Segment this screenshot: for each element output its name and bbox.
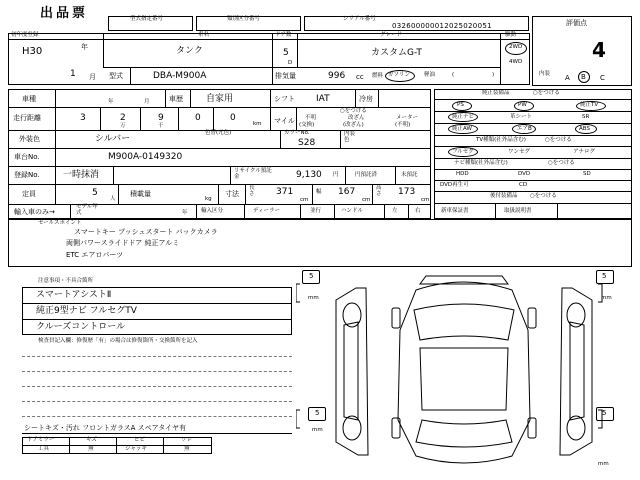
doors-value: 5	[283, 48, 289, 58]
drive-4wd: 4WD	[509, 59, 523, 65]
sales-point-line: スマートキー プッシュスタート バックカメラ	[74, 228, 218, 236]
disp-value: 996	[328, 71, 346, 81]
divider	[345, 166, 346, 184]
divider	[140, 107, 141, 130]
acc-head: ワレ	[181, 437, 193, 443]
row-line	[22, 303, 292, 304]
model-value: DBA-M900A	[153, 71, 207, 81]
tread-bl: 5	[315, 409, 320, 417]
mileage-sen: 千	[158, 123, 164, 129]
divider	[118, 184, 119, 204]
wheel-right-rear	[567, 416, 585, 440]
handle-right: 右	[415, 208, 421, 214]
divider	[270, 89, 271, 107]
nav-type-title: ナビ種類(社外品含む)	[454, 160, 508, 166]
mileage-opt3-sub: (不明)	[395, 122, 411, 128]
tread-tl: 5	[309, 272, 314, 280]
divider	[163, 437, 164, 454]
mileage-opt1: 不明	[305, 115, 317, 121]
serial-label: シリアル番号	[343, 16, 376, 22]
load-unit: kg	[205, 196, 212, 202]
handle-label: ハンドル	[341, 208, 364, 214]
ruled-line	[22, 371, 292, 372]
mileage-opt1-sub: (交換)	[299, 122, 315, 128]
divider	[196, 204, 197, 219]
tread-unit: mm	[312, 427, 323, 433]
mileage-man: 万	[120, 123, 126, 129]
acc-value: 無	[184, 446, 190, 452]
grade-label: 評価点	[566, 19, 587, 27]
divider	[378, 89, 379, 107]
int-a: A	[565, 74, 570, 82]
after-circle-note: ○をつける	[530, 193, 557, 199]
manual: 取扱説明書	[504, 208, 532, 214]
divider	[355, 89, 356, 107]
use-label: 車歴	[169, 95, 183, 103]
row-line	[8, 204, 431, 205]
divider	[296, 107, 297, 130]
ruled-line	[22, 416, 292, 417]
drive-label: 駆動	[505, 32, 517, 38]
row-line	[22, 319, 292, 320]
divider	[500, 33, 501, 85]
note-line: クルーズコントロール	[36, 322, 126, 332]
height-value: 173	[398, 187, 416, 197]
footer-underline	[22, 433, 292, 434]
equip-abs: ABS	[579, 126, 590, 132]
nav-sd: SD	[583, 171, 591, 177]
color-change-label: 色替(元色)	[205, 130, 232, 136]
mileage-opt2-sub: (改ざん)	[343, 122, 364, 128]
divider	[190, 89, 191, 107]
divider	[230, 166, 231, 184]
row-line	[8, 166, 431, 167]
divider	[372, 184, 373, 204]
row-line	[434, 191, 632, 192]
int-c: C	[600, 74, 605, 82]
tv-oneseg: ワンセグ	[508, 149, 531, 155]
row-line	[434, 135, 632, 136]
nav-dvd: DVD	[518, 171, 531, 177]
size-label: 寸法	[225, 190, 239, 198]
acc-head: ヒビ	[134, 437, 146, 443]
sales-point-line: ETC エアロパーツ	[66, 251, 124, 259]
divider	[270, 107, 271, 130]
sheet-title: 出品票	[40, 6, 89, 21]
import-div-label: 輸入区分	[201, 208, 224, 214]
mileage-opt3: メーター	[396, 115, 419, 121]
car-name-label: 車名	[198, 32, 210, 38]
class-label: 類別区分番号	[227, 16, 261, 22]
divider	[408, 204, 409, 219]
note-line: 純正9型ナビ フルセグTV	[36, 306, 137, 316]
nav-hdd: HDD	[456, 171, 469, 177]
width-unit: cm	[362, 197, 371, 203]
mileage-label: 走行距離	[13, 114, 41, 122]
model-year-unit: 年	[182, 210, 188, 216]
tread-unit: mm	[308, 295, 319, 301]
mile-label: マイル	[274, 117, 295, 125]
tv-circle-note: ○をつける	[545, 137, 572, 143]
serial-number: 032600000012025020051	[392, 22, 492, 30]
int-b: B	[581, 73, 586, 81]
car-right-profile	[560, 288, 592, 455]
divider	[130, 67, 131, 85]
tread-bracket-bl	[296, 410, 300, 428]
equip-ps: PS	[457, 102, 464, 108]
fuel-label: 燃料	[372, 73, 384, 79]
kind-month-unit: 月	[144, 99, 150, 105]
car-left-window	[344, 322, 358, 420]
equip-aw: 純正AW	[452, 126, 472, 132]
width-label: 幅	[316, 189, 322, 195]
capacity-unit: 人	[110, 196, 116, 202]
tread-unit: mm	[598, 461, 609, 467]
doors-suffix: D	[288, 60, 293, 66]
divider	[334, 204, 335, 219]
divider	[69, 437, 70, 454]
tv-type-title: TV種類(社外品含む)	[476, 137, 526, 143]
ac-label: 冷房	[359, 95, 373, 103]
divider	[244, 204, 245, 219]
shift-label: シフト	[274, 95, 295, 103]
wheel-top-fl	[392, 308, 400, 328]
divider	[116, 437, 117, 454]
equip-title: 純正装備品	[482, 90, 510, 96]
divider	[103, 33, 104, 67]
car-name-value: タンク	[176, 46, 203, 56]
divider	[280, 130, 281, 148]
car-roof	[420, 348, 508, 410]
mileage-digit: 0	[230, 113, 236, 123]
tv-analog: アナログ	[573, 149, 596, 155]
car-front-view	[420, 276, 508, 284]
ruled-line	[22, 401, 292, 402]
equip-sr: SR	[582, 114, 590, 120]
grade-name-label: グレード	[380, 32, 403, 38]
model-label: 型式	[109, 72, 123, 80]
divider	[245, 184, 246, 204]
color-code-label: カラーNo.	[284, 130, 310, 136]
first-reg-year-unit: 年	[81, 43, 88, 51]
doors-label: ドア数	[275, 32, 292, 38]
divider	[178, 107, 179, 130]
footer-remarks: シートキズ・汚れ フロントガラスA スペアタイヤ有	[24, 424, 187, 432]
tread-unit: mm	[601, 295, 612, 301]
car-info-header-line	[8, 39, 530, 40]
divider	[165, 89, 166, 107]
acc-value: 無	[88, 446, 94, 452]
ruled-line	[22, 356, 292, 357]
row-line	[8, 148, 431, 149]
drive-2wd: 2WD	[509, 44, 523, 50]
mileage-digit: 9	[158, 113, 164, 123]
divider	[340, 130, 341, 148]
recycle-label: リサイクル預託金	[234, 168, 272, 181]
mileage-circle-note: ○をつける	[340, 108, 367, 114]
dealer-option: ディーラー	[253, 208, 281, 214]
mileage-digit: 0	[195, 113, 201, 123]
color-value: シルバー	[95, 134, 131, 144]
sales-points-label: セールスポイント	[38, 220, 82, 226]
grade-name-value: カスタムG-T	[371, 48, 422, 58]
fuel-value: ガソリン	[388, 72, 411, 78]
inspector-note: 検査員記入欄：修復歴「有」の場合は修復箇所・交換箇所を記入	[38, 338, 198, 344]
int-label: 内装	[539, 71, 551, 77]
label-column-line	[55, 89, 56, 204]
fuel-more-left: (	[452, 72, 455, 78]
chassis-value: M900A-0149320	[108, 152, 183, 162]
divider	[100, 107, 101, 130]
sales-point-line: 両側パワースライドドア 純正アルミ	[66, 239, 180, 247]
mileage-digit: 2	[120, 113, 126, 123]
divider	[557, 203, 558, 219]
mileage-digit: 3	[80, 113, 86, 123]
notes-label: 注意事項・不具合箇所	[38, 278, 94, 284]
equip-tv: 純正TV	[580, 102, 599, 108]
divider	[495, 203, 496, 219]
acc-value: ジャッキ	[125, 446, 147, 452]
tv-fullseg: フルセグ	[452, 149, 474, 155]
parallel-option: 並行	[310, 208, 322, 214]
light-oil: 軽油	[424, 72, 436, 78]
handle-left: 左	[392, 208, 398, 214]
wheel-top-fr	[528, 308, 536, 328]
divider	[113, 166, 114, 184]
recycle-unit: 円	[333, 172, 339, 178]
row-line	[8, 184, 431, 185]
tread-bracket-tl	[296, 284, 300, 302]
acc-value: 工具	[38, 446, 50, 452]
model-row-line	[103, 67, 500, 68]
color-code-value: S28	[298, 138, 316, 148]
tread-br: 5	[602, 409, 607, 417]
import-label: 輸入車のみ→	[14, 208, 55, 216]
first-reg-month: 1	[70, 69, 76, 79]
new-warranty: 新車保証書	[441, 208, 469, 214]
equip-leather: 革シート	[510, 114, 533, 120]
divider	[300, 204, 301, 219]
note-line: スマートアシストⅡ	[36, 290, 112, 300]
cd-label: CD	[519, 182, 528, 188]
car-diagram	[296, 270, 632, 475]
wheel-left-rear	[343, 416, 361, 440]
first-reg-era: H30	[22, 46, 43, 57]
capacity-label: 定員	[22, 190, 36, 198]
color-label: 外装色	[19, 135, 40, 143]
equip-navi: 純正ナビ	[452, 114, 475, 120]
divider	[384, 204, 385, 219]
divider	[395, 166, 396, 184]
divider	[297, 33, 298, 67]
divider	[312, 184, 313, 204]
divider	[218, 184, 219, 204]
model-year-label: モデル年式	[76, 204, 98, 216]
shift-value: IAT	[316, 94, 330, 104]
acc-head: キズ	[86, 437, 97, 443]
length-label: 長さ	[249, 185, 255, 197]
height-unit: cm	[421, 197, 430, 203]
first-reg-month-unit: 月	[89, 73, 96, 81]
int-color-label: 内装色	[344, 131, 356, 143]
type-cert-label: 型式指定番号	[130, 16, 164, 22]
fuel-more-right: )	[492, 72, 495, 78]
car-rear-window	[416, 420, 512, 447]
tread-tr: 5	[602, 272, 607, 280]
equip-pw: PW	[518, 102, 527, 108]
capacity-value: 5	[92, 188, 98, 198]
inspection-label: 登録No.	[14, 171, 40, 179]
after-title: 後付装備品	[490, 193, 518, 199]
recycle-status: 円預託済	[355, 172, 378, 178]
disp-label: 排気量	[275, 72, 296, 80]
equip-airbag: エアB	[517, 126, 532, 132]
length-unit: cm	[300, 197, 309, 203]
divider	[272, 33, 273, 85]
mileage-unit: km	[253, 121, 262, 127]
row-line	[434, 169, 632, 170]
car-windshield	[414, 304, 514, 340]
mileage-opt2: 改ざん	[348, 115, 365, 121]
acc-head: ドアミラー	[27, 437, 55, 443]
row-line	[434, 203, 632, 204]
height-label: 高さ	[376, 185, 382, 197]
length-value: 371	[276, 187, 294, 197]
grade-value: 4	[592, 38, 606, 62]
divider	[70, 204, 71, 219]
car-right-window	[570, 322, 584, 420]
divider	[213, 107, 214, 130]
row-line	[434, 180, 632, 181]
width-value: 167	[338, 187, 356, 197]
kind-year-unit: 年	[108, 99, 114, 105]
inspection-value: 一時抹消	[63, 170, 100, 180]
dvd-playback: DVD再生可	[440, 182, 469, 188]
row-line	[8, 107, 431, 108]
nav-circle-note: ○をつける	[548, 160, 575, 166]
use-value: 自家用	[206, 94, 234, 104]
row-line	[434, 99, 632, 100]
row-line	[434, 158, 632, 159]
ruled-line	[22, 386, 292, 387]
load-label: 積載量	[130, 190, 151, 198]
disp-unit: cc	[356, 73, 364, 81]
equip-circle-note: ○をつける	[533, 90, 560, 96]
car-left-profile	[336, 288, 368, 455]
chassis-label: 車台No.	[14, 153, 40, 161]
first-reg-label: 初年度登録	[11, 32, 39, 38]
recycle-value: 9,130	[296, 170, 322, 180]
recycle-status2: 未預託	[401, 172, 418, 178]
kind-label: 車種	[22, 95, 36, 103]
